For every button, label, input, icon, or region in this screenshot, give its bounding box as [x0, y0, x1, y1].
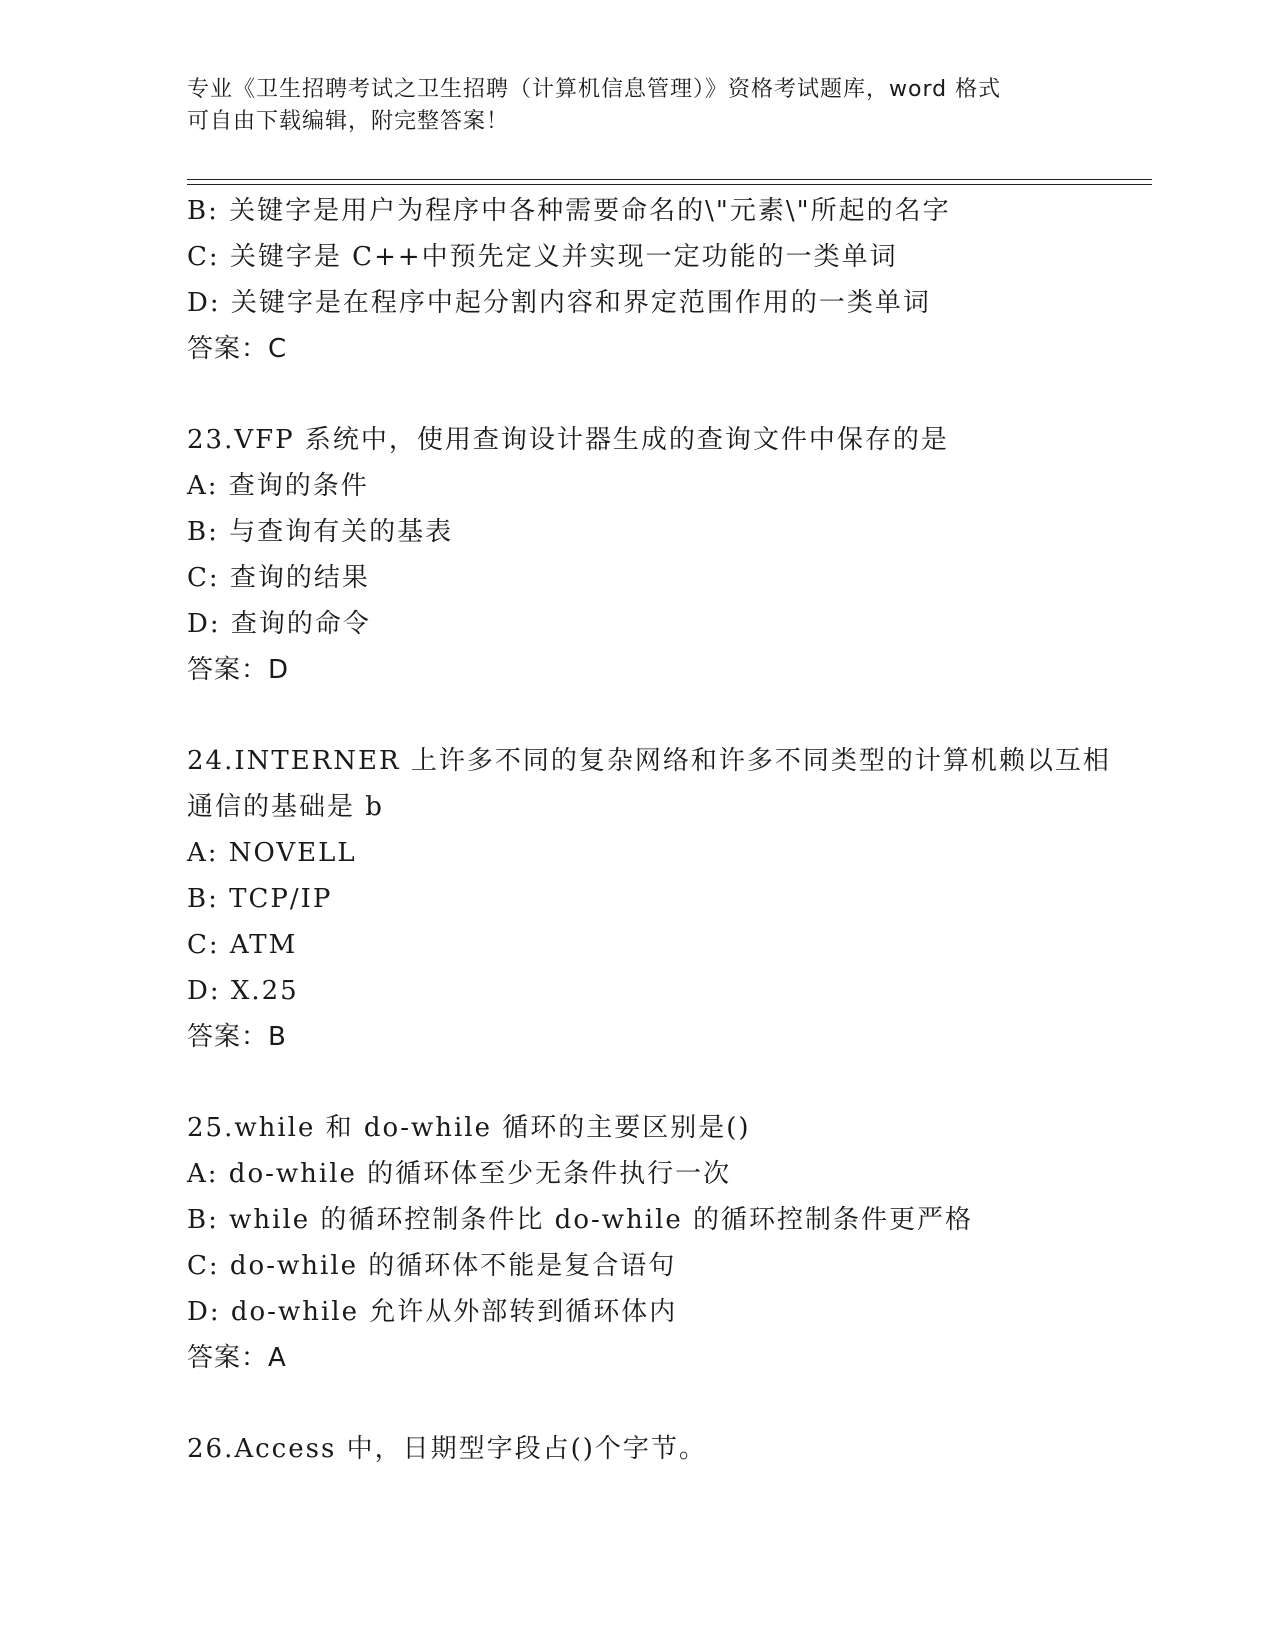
option-b: B: 关键字是用户为程序中各种需要命名的\"元素\"所起的名字: [187, 196, 951, 226]
option-b: B: TCP/IP: [187, 884, 333, 914]
option-d: D: 关键字是在程序中起分割内容和界定范围作用的一类单词: [187, 288, 931, 318]
spacer: [187, 1060, 1087, 1105]
question-26: [187, 1426, 1087, 1472]
question-text-line-1: 24.INTERNER 上许多不同的复杂网络和许多不同类型的计算机赖以互相: [187, 746, 1111, 776]
spacer: [187, 372, 1087, 417]
question-25: [187, 1105, 1087, 1381]
answer: 答案：C: [187, 334, 288, 364]
option-a: A: do-while 的循环体至少无条件执行一次: [187, 1159, 732, 1189]
option-a: A: 查询的条件: [187, 471, 369, 501]
option-c: C: ATM: [187, 930, 298, 960]
question-text: 23.VFP 系统中，使用查询设计器生成的查询文件中保存的是: [187, 425, 949, 455]
question-23: [187, 417, 1087, 693]
option-c: C: 查询的结果: [187, 563, 370, 593]
header-rule-bottom: [187, 184, 1152, 185]
question-text: 26.Access 中，日期型字段占()个字节。: [187, 1434, 707, 1464]
header-title-line-2: 可自由下载编辑，附完整答案！: [187, 109, 510, 134]
answer: 答案：B: [187, 1022, 287, 1052]
answer: 答案：A: [187, 1343, 287, 1373]
document-header: [187, 74, 1067, 138]
question-text: 25.while 和 do-while 循环的主要区别是(): [187, 1113, 751, 1143]
option-c: C: 关键字是 C++中预先定义并实现一定功能的一类单词: [187, 242, 898, 272]
option-d: D: 查询的命令: [187, 609, 371, 639]
option-d: D: do-while 允许从外部转到循环体内: [187, 1297, 678, 1327]
question-text-line-2: 通信的基础是 b: [187, 792, 384, 822]
question-24: [187, 738, 1111, 1060]
option-b: B: 与查询有关的基表: [187, 517, 454, 547]
option-c: C: do-while 的循环体不能是复合语句: [187, 1251, 677, 1281]
header-title-line-1: 专业《卫生招聘考试之卫生招聘（计算机信息管理）》资格考试题库，word 格式: [187, 77, 1002, 102]
question-list: [187, 188, 1111, 1472]
spacer: [187, 693, 1087, 738]
spacer: [187, 1381, 1087, 1426]
question-22-tail: [187, 188, 1087, 372]
option-d: D: X.25: [187, 976, 299, 1006]
header-rule-top: [187, 179, 1152, 180]
option-b: B: while 的循环控制条件比 do-while 的循环控制条件更严格: [187, 1205, 974, 1235]
answer: 答案：D: [187, 655, 290, 685]
option-a: A: NOVELL: [187, 838, 357, 868]
